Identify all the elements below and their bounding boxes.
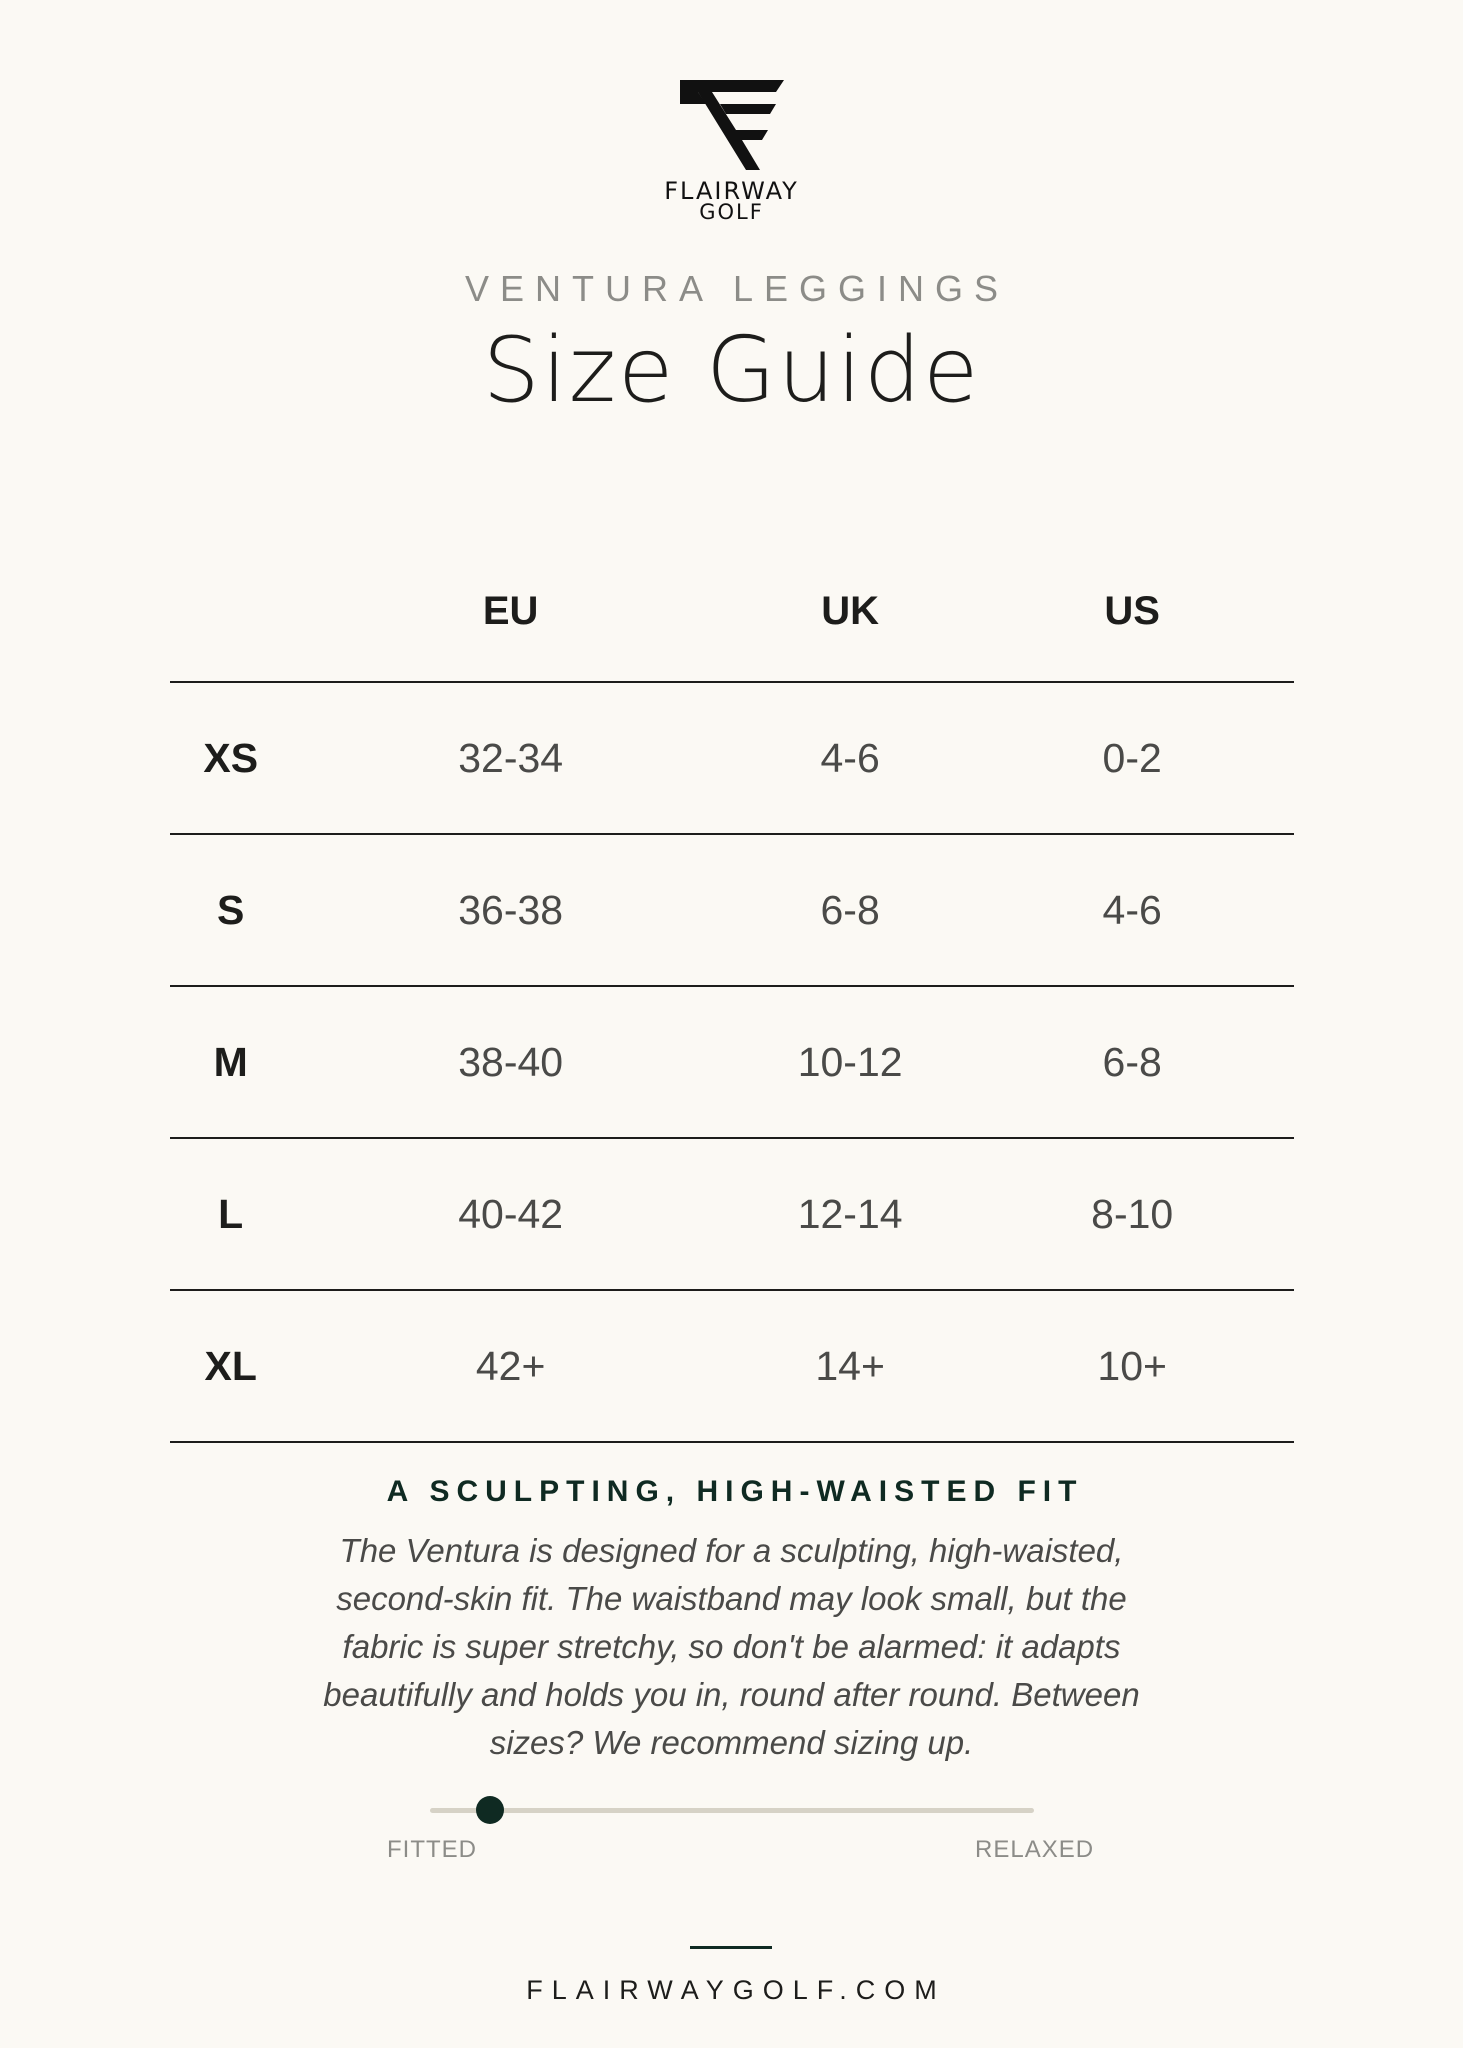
- eu-cell: 40-42: [291, 1138, 730, 1290]
- footer-divider: [690, 1946, 772, 1949]
- us-cell: 6-8: [970, 986, 1294, 1138]
- fit-scale-left-label: FITTED: [387, 1836, 477, 1863]
- brand-name: FLAIRWAY: [664, 177, 799, 205]
- table-header-row: [170, 550, 1294, 682]
- fit-description: The Ventura is designed for a sculpting, high-waisted, second-skin fit. The waistband may look small, but the fabric is super stretchy, so don't be alarmed: it adapts beautifully and holds you in, round after round. Between sizes? We recommend sizing up.: [323, 1532, 1140, 1761]
- column-header-us: US: [970, 550, 1294, 682]
- page-title: Size Guide: [482, 318, 981, 423]
- fit-scale-right-label: RELAXED: [975, 1836, 1095, 1863]
- flairway-f-logo-icon: [680, 80, 784, 172]
- column-header: [170, 550, 291, 682]
- uk-cell: 14+: [730, 1290, 970, 1442]
- size-cell: XL: [170, 1290, 291, 1442]
- table-row: [170, 682, 1294, 834]
- uk-cell: 4-6: [730, 682, 970, 834]
- brand-name-sub: GOLF: [699, 200, 764, 224]
- us-cell: 4-6: [970, 834, 1294, 986]
- size-cell: S: [170, 834, 291, 986]
- table-row: [170, 1290, 1294, 1442]
- column-header-eu: EU: [291, 550, 730, 682]
- us-cell: 0-2: [970, 682, 1294, 834]
- fit-scale-track: [430, 1808, 1034, 1813]
- size-cell: XS: [170, 682, 291, 834]
- brand-logo: [0, 80, 1463, 222]
- size-cell: M: [170, 986, 291, 1138]
- table-row: [170, 986, 1294, 1138]
- table-row: [170, 1138, 1294, 1290]
- uk-cell: 10-12: [730, 986, 970, 1138]
- uk-cell: 6-8: [730, 834, 970, 986]
- us-cell: 10+: [970, 1290, 1294, 1442]
- eu-cell: 32-34: [291, 682, 730, 834]
- eu-cell: 42+: [291, 1290, 730, 1442]
- size-table: [170, 550, 1294, 1443]
- table-row: [170, 834, 1294, 986]
- size-cell: L: [170, 1138, 291, 1290]
- fit-scale-indicator: [476, 1796, 504, 1824]
- product-subtitle: VENTURA LEGGINGS: [464, 268, 1010, 309]
- footer-website[interactable]: FLAIRWAYGOLF.COM: [526, 1975, 946, 2005]
- eu-cell: 38-40: [291, 986, 730, 1138]
- us-cell: 8-10: [970, 1138, 1294, 1290]
- uk-cell: 12-14: [730, 1138, 970, 1290]
- fit-heading: A SCULPTING, HIGH-WAISTED FIT: [386, 1475, 1084, 1508]
- column-header-uk: UK: [730, 550, 970, 682]
- eu-cell: 36-38: [291, 834, 730, 986]
